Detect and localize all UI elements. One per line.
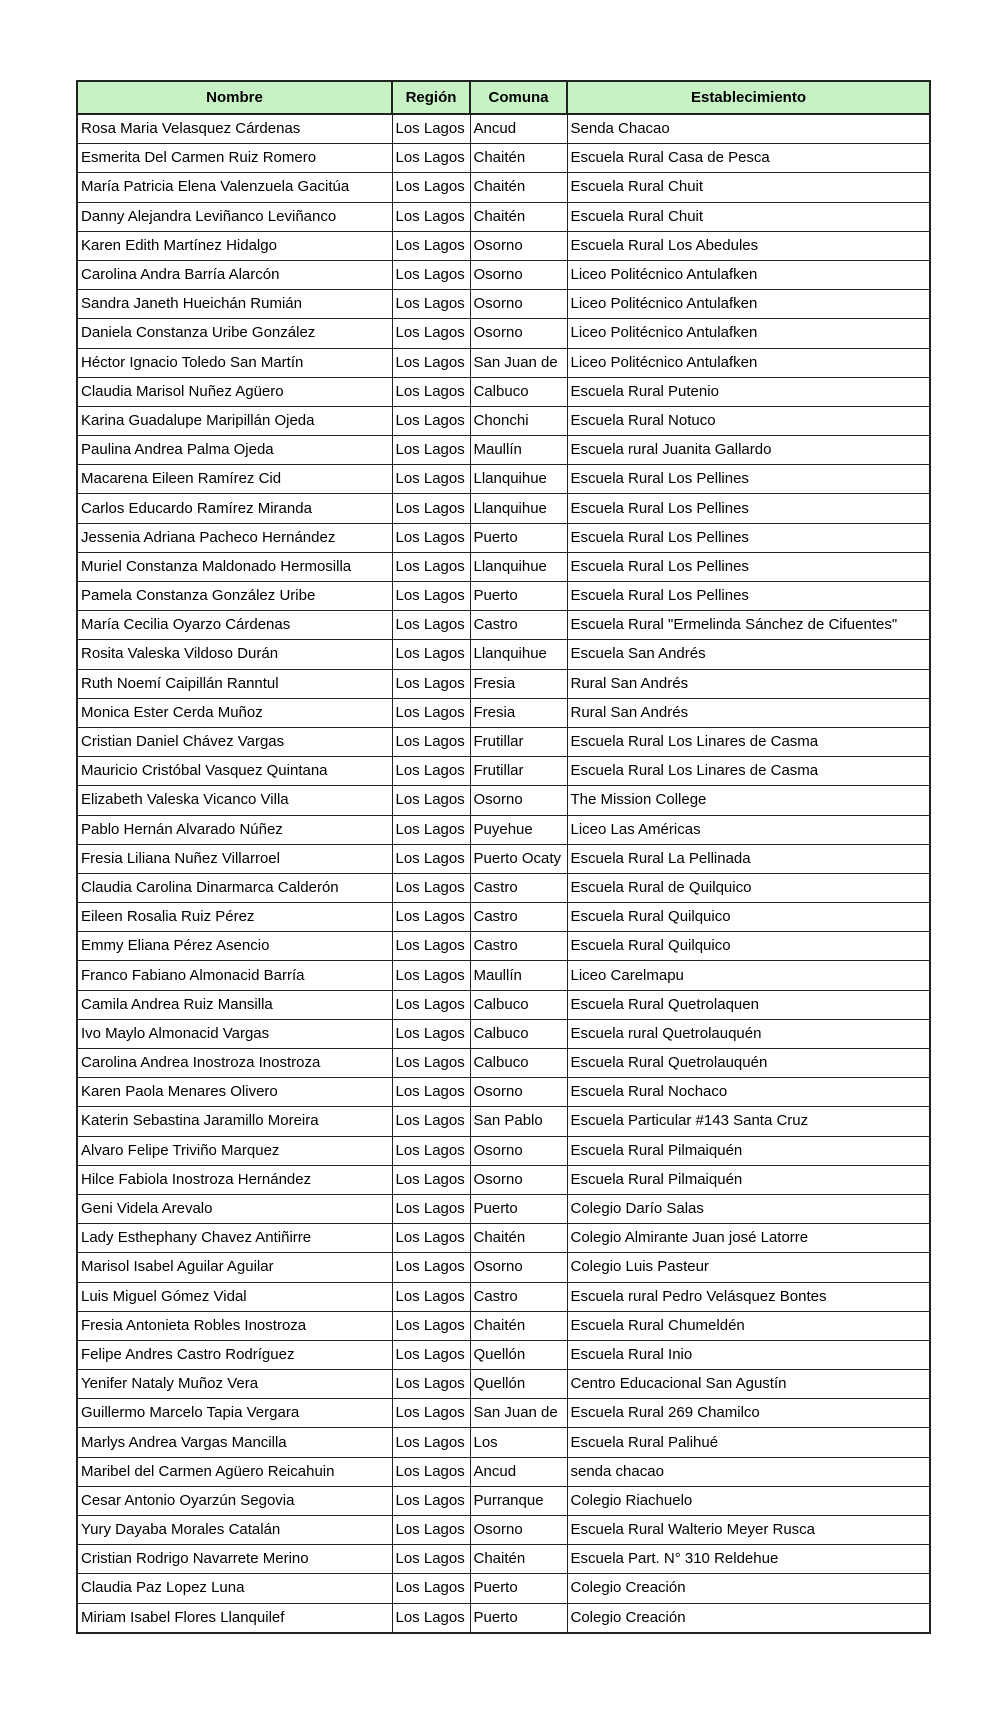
cell-region: Los Lagos [392,640,470,669]
cell-nombre: Pamela Constanza González Uribe [77,582,392,611]
cell-comuna: Puerto [470,1603,567,1633]
cell-establecimiento: Liceo Politécnico Antulafken [567,348,930,377]
cell-region: Los Lagos [392,552,470,581]
table-row [77,1224,930,1253]
cell-region: Los Lagos [392,1340,470,1369]
cell-comuna: Chonchi [470,406,567,435]
table-row [77,436,930,465]
cell-nombre: Fresia Antonieta Robles Inostroza [77,1311,392,1340]
cell-comuna: Maullín [470,961,567,990]
cell-establecimiento: Colegio Almirante Juan josé Latorre [567,1224,930,1253]
cell-nombre: Claudia Marisol Nuñez Agüero [77,377,392,406]
table-row [77,494,930,523]
cell-establecimiento: Escuela Rural Chuit [567,202,930,231]
table-row [77,1545,930,1574]
cell-region: Los Lagos [392,873,470,902]
cell-establecimiento: Colegio Creación [567,1574,930,1603]
cell-comuna: Puerto [470,582,567,611]
cell-establecimiento: Senda Chacao [567,114,930,144]
cell-nombre: Carolina Andra Barría Alarcón [77,260,392,289]
table-row [77,231,930,260]
table-row [77,1516,930,1545]
header-comuna: Comuna [470,81,567,114]
cell-region: Los Lagos [392,1370,470,1399]
cell-comuna: Osorno [470,290,567,319]
table-row [77,1311,930,1340]
cell-establecimiento: Escuela Rural Notuco [567,406,930,435]
cell-comuna: Ancud [470,1457,567,1486]
cell-comuna: Osorno [470,231,567,260]
table-row [77,319,930,348]
cell-nombre: Emmy Eliana Pérez Asencio [77,932,392,961]
cell-nombre: Luis Miguel Gómez Vidal [77,1282,392,1311]
table-row [77,1049,930,1078]
cell-establecimiento: Escuela rural Juanita Gallardo [567,436,930,465]
cell-comuna: Fresia [470,698,567,727]
cell-establecimiento: Colegio Creación [567,1603,930,1633]
cell-comuna: Llanquihue [470,494,567,523]
cell-establecimiento: Escuela Rural Inio [567,1340,930,1369]
cell-nombre: Mauricio Cristóbal Vasquez Quintana [77,757,392,786]
cell-establecimiento: Escuela Rural "Ermelinda Sánchez de Cifuentes" [567,611,930,640]
cell-comuna: Castro [470,611,567,640]
cell-nombre: María Cecilia Oyarzo Cárdenas [77,611,392,640]
cell-region: Los Lagos [392,961,470,990]
cell-nombre: Karen Paola Menares Olivero [77,1078,392,1107]
cell-region: Los Lagos [392,260,470,289]
cell-region: Los Lagos [392,932,470,961]
table-row [77,698,930,727]
cell-comuna: San Juan de [470,348,567,377]
table-row [77,1574,930,1603]
cell-establecimiento: Escuela Rural Pilmaiquén [567,1165,930,1194]
cell-nombre: Eileen Rosalia Ruiz Pérez [77,903,392,932]
table-row [77,757,930,786]
cell-establecimiento: Liceo Politécnico Antulafken [567,319,930,348]
cell-nombre: Claudia Paz Lopez Luna [77,1574,392,1603]
cell-nombre: María Patricia Elena Valenzuela Gacitúa [77,173,392,202]
cell-comuna: Puerto Ocaty [470,844,567,873]
table-row [77,990,930,1019]
cell-nombre: Hilce Fabiola Inostroza Hernández [77,1165,392,1194]
cell-nombre: Camila Andrea Ruiz Mansilla [77,990,392,1019]
cell-comuna: Calbuco [470,377,567,406]
cell-nombre: Miriam Isabel Flores Llanquilef [77,1603,392,1633]
cell-region: Los Lagos [392,1516,470,1545]
header-row [77,81,930,114]
table-row [77,1282,930,1311]
cell-establecimiento: Escuela Rural Los Linares de Casma [567,757,930,786]
cell-region: Los Lagos [392,290,470,319]
cell-region: Los Lagos [392,757,470,786]
cell-nombre: Katerin Sebastina Jaramillo Moreira [77,1107,392,1136]
cell-region: Los Lagos [392,1311,470,1340]
cell-comuna: Frutillar [470,727,567,756]
table-row [77,377,930,406]
cell-comuna: Chaitén [470,173,567,202]
cell-establecimiento: Escuela Rural Los Pellines [567,582,930,611]
cell-establecimiento: Escuela Rural Los Linares de Casma [567,727,930,756]
cell-region: Los Lagos [392,844,470,873]
cell-nombre: Rosa Maria Velasquez Cárdenas [77,114,392,144]
cell-region: Los Lagos [392,1282,470,1311]
cell-region: Los Lagos [392,173,470,202]
cell-nombre: Héctor Ignacio Toledo San Martín [77,348,392,377]
cell-establecimiento: Escuela Rural de Quilquico [567,873,930,902]
cell-comuna: Puerto [470,1194,567,1223]
cell-nombre: Maribel del Carmen Agüero Reicahuin [77,1457,392,1486]
table-row [77,932,930,961]
cell-establecimiento: The Mission College [567,786,930,815]
cell-establecimiento: senda chacao [567,1457,930,1486]
cell-region: Los Lagos [392,786,470,815]
cell-comuna: Los [470,1428,567,1457]
cell-comuna: Calbuco [470,990,567,1019]
cell-nombre: Jessenia Adriana Pacheco Hernández [77,523,392,552]
cell-nombre: Lady Esthephany Chavez Antiñirre [77,1224,392,1253]
table-row [77,961,930,990]
cell-region: Los Lagos [392,465,470,494]
cell-establecimiento: Escuela rural Quetrolauquén [567,1019,930,1048]
cell-nombre: Claudia Carolina Dinarmarca Calderón [77,873,392,902]
header-establecimiento: Establecimiento [567,81,930,114]
cell-establecimiento: Rural San Andrés [567,698,930,727]
cell-region: Los Lagos [392,114,470,144]
cell-nombre: Carlos Educardo Ramírez Miranda [77,494,392,523]
cell-establecimiento: Escuela Rural Los Pellines [567,552,930,581]
cell-nombre: Marisol Isabel Aguilar Aguilar [77,1253,392,1282]
table-row [77,786,930,815]
table-row [77,873,930,902]
cell-region: Los Lagos [392,903,470,932]
cell-region: Los Lagos [392,1136,470,1165]
cell-nombre: Pablo Hernán Alvarado Núñez [77,815,392,844]
cell-establecimiento: Escuela Rural Walterio Meyer Rusca [567,1516,930,1545]
cell-establecimiento: Liceo Las Américas [567,815,930,844]
cell-establecimiento: Escuela Rural Los Pellines [567,465,930,494]
cell-comuna: San Juan de [470,1399,567,1428]
cell-nombre: Paulina Andrea Palma Ojeda [77,436,392,465]
cell-region: Los Lagos [392,1049,470,1078]
cell-comuna: Chaitén [470,1311,567,1340]
cell-region: Los Lagos [392,1457,470,1486]
cell-region: Los Lagos [392,202,470,231]
table-row [77,640,930,669]
cell-comuna: Castro [470,1282,567,1311]
table-row [77,669,930,698]
cell-nombre: Ruth Noemí Caipillán Ranntul [77,669,392,698]
table-row [77,1019,930,1048]
table-row [77,903,930,932]
cell-establecimiento: Escuela Rural Quilquico [567,932,930,961]
table-row [77,202,930,231]
header-nombre: Nombre [77,81,392,114]
cell-nombre: Elizabeth Valeska Vicanco Villa [77,786,392,815]
cell-nombre: Fresia Liliana Nuñez Villarroel [77,844,392,873]
table-row [77,1340,930,1369]
cell-region: Los Lagos [392,990,470,1019]
cell-comuna: Llanquihue [470,552,567,581]
cell-nombre: Rosita Valeska Vildoso Durán [77,640,392,669]
cell-region: Los Lagos [392,494,470,523]
cell-nombre: Esmerita Del Carmen Ruiz Romero [77,144,392,173]
cell-region: Los Lagos [392,669,470,698]
cell-establecimiento: Escuela Part. N° 310 Reldehue [567,1545,930,1574]
cell-comuna: Fresia [470,669,567,698]
table-row [77,844,930,873]
cell-region: Los Lagos [392,1603,470,1633]
cell-nombre: Karina Guadalupe Maripillán Ojeda [77,406,392,435]
cell-nombre: Cesar Antonio Oyarzún Segovia [77,1486,392,1515]
table-row [77,260,930,289]
cell-nombre: Marlys Andrea Vargas Mancilla [77,1428,392,1457]
cell-comuna: Quellón [470,1340,567,1369]
table-row [77,1253,930,1282]
spreadsheet-page [76,80,929,1634]
table-row [77,1107,930,1136]
table-row [77,114,930,144]
cell-nombre: Monica Ester Cerda Muñoz [77,698,392,727]
cell-establecimiento: Colegio Luis Pasteur [567,1253,930,1282]
cell-region: Los Lagos [392,1486,470,1515]
cell-comuna: Quellón [470,1370,567,1399]
cell-establecimiento: Escuela Rural Quetrolaquen [567,990,930,1019]
table-row [77,290,930,319]
cell-comuna: Ancud [470,114,567,144]
cell-nombre: Felipe Andres Castro Rodríguez [77,1340,392,1369]
cell-comuna: Calbuco [470,1049,567,1078]
cell-region: Los Lagos [392,1165,470,1194]
cell-establecimiento: Escuela Particular #143 Santa Cruz [567,1107,930,1136]
cell-establecimiento: Centro Educacional San Agustín [567,1370,930,1399]
table-row [77,1486,930,1515]
cell-establecimiento: Escuela Rural Nochaco [567,1078,930,1107]
cell-comuna: Castro [470,873,567,902]
cell-establecimiento: Escuela Rural La Pellinada [567,844,930,873]
cell-nombre: Sandra Janeth Hueichán Rumián [77,290,392,319]
cell-nombre: Alvaro Felipe Triviño Marquez [77,1136,392,1165]
cell-establecimiento: Escuela Rural Pilmaiquén [567,1136,930,1165]
cell-comuna: Chaitén [470,144,567,173]
cell-region: Los Lagos [392,406,470,435]
cell-region: Los Lagos [392,436,470,465]
table-row [77,727,930,756]
cell-establecimiento: Colegio Darío Salas [567,1194,930,1223]
cell-region: Los Lagos [392,144,470,173]
table-row [77,1428,930,1457]
table-row [77,173,930,202]
participants-table [76,80,931,1634]
cell-nombre: Yenifer Nataly Muñoz Vera [77,1370,392,1399]
cell-region: Los Lagos [392,1253,470,1282]
table-row [77,406,930,435]
cell-establecimiento: Escuela rural Pedro Velásquez Bontes [567,1282,930,1311]
cell-nombre: Karen Edith Martínez Hidalgo [77,231,392,260]
cell-comuna: Puerto [470,523,567,552]
table-row [77,1165,930,1194]
table-body [77,114,930,1633]
cell-region: Los Lagos [392,523,470,552]
cell-region: Los Lagos [392,1224,470,1253]
cell-nombre: Carolina Andrea Inostroza Inostroza [77,1049,392,1078]
table-row [77,348,930,377]
cell-comuna: Osorno [470,319,567,348]
cell-comuna: Osorno [470,1078,567,1107]
cell-establecimiento: Escuela Rural Putenio [567,377,930,406]
table-row [77,1399,930,1428]
cell-region: Los Lagos [392,1574,470,1603]
cell-nombre: Cristian Rodrigo Navarrete Merino [77,1545,392,1574]
cell-comuna: Chaitén [470,1545,567,1574]
cell-region: Los Lagos [392,377,470,406]
cell-establecimiento: Escuela Rural Quilquico [567,903,930,932]
table-row [77,552,930,581]
cell-comuna: San Pablo [470,1107,567,1136]
cell-nombre: Muriel Constanza Maldonado Hermosilla [77,552,392,581]
cell-comuna: Osorno [470,786,567,815]
table-row [77,465,930,494]
cell-establecimiento: Rural San Andrés [567,669,930,698]
cell-region: Los Lagos [392,815,470,844]
cell-region: Los Lagos [392,319,470,348]
cell-establecimiento: Escuela Rural Quetrolauquén [567,1049,930,1078]
table-row [77,1370,930,1399]
cell-establecimiento: Escuela Rural Chuit [567,173,930,202]
cell-region: Los Lagos [392,1399,470,1428]
table-row [77,144,930,173]
cell-establecimiento: Liceo Carelmapu [567,961,930,990]
cell-region: Los Lagos [392,611,470,640]
cell-nombre: Ivo Maylo Almonacid Vargas [77,1019,392,1048]
table-row [77,1194,930,1223]
cell-region: Los Lagos [392,1545,470,1574]
cell-establecimiento: Escuela Rural 269 Chamilco [567,1399,930,1428]
cell-nombre: Yury Dayaba Morales Catalán [77,1516,392,1545]
cell-nombre: Franco Fabiano Almonacid Barría [77,961,392,990]
cell-comuna: Calbuco [470,1019,567,1048]
cell-comuna: Osorno [470,1165,567,1194]
table-row [77,582,930,611]
cell-comuna: Osorno [470,1516,567,1545]
cell-comuna: Chaitén [470,202,567,231]
cell-region: Los Lagos [392,698,470,727]
cell-nombre: Cristian Daniel Chávez Vargas [77,727,392,756]
cell-comuna: Puyehue [470,815,567,844]
cell-nombre: Guillermo Marcelo Tapia Vergara [77,1399,392,1428]
cell-nombre: Daniela Constanza Uribe González [77,319,392,348]
cell-establecimiento: Liceo Politécnico Antulafken [567,290,930,319]
cell-region: Los Lagos [392,1194,470,1223]
cell-establecimiento: Escuela Rural Palihué [567,1428,930,1457]
cell-region: Los Lagos [392,582,470,611]
cell-comuna: Osorno [470,1136,567,1165]
cell-nombre: Danny Alejandra Leviñanco Leviñanco [77,202,392,231]
cell-comuna: Maullín [470,436,567,465]
table-row [77,1457,930,1486]
table-row [77,523,930,552]
cell-comuna: Castro [470,903,567,932]
cell-region: Los Lagos [392,1428,470,1457]
cell-establecimiento: Escuela Rural Casa de Pesca [567,144,930,173]
cell-nombre: Macarena Eileen Ramírez Cid [77,465,392,494]
cell-region: Los Lagos [392,1019,470,1048]
cell-comuna: Castro [470,932,567,961]
cell-establecimiento: Escuela Rural Los Abedules [567,231,930,260]
cell-establecimiento: Escuela San Andrés [567,640,930,669]
table-row [77,611,930,640]
cell-comuna: Osorno [470,1253,567,1282]
table-row [77,815,930,844]
cell-comuna: Frutillar [470,757,567,786]
cell-region: Los Lagos [392,231,470,260]
cell-region: Los Lagos [392,1078,470,1107]
cell-region: Los Lagos [392,1107,470,1136]
cell-comuna: Osorno [470,260,567,289]
cell-comuna: Chaitén [470,1224,567,1253]
cell-establecimiento: Escuela Rural Los Pellines [567,494,930,523]
cell-nombre: Geni Videla Arevalo [77,1194,392,1223]
cell-region: Los Lagos [392,727,470,756]
header-region: Región [392,81,470,114]
cell-establecimiento: Escuela Rural Los Pellines [567,523,930,552]
table-row [77,1603,930,1633]
cell-comuna: Puerto [470,1574,567,1603]
cell-establecimiento: Escuela Rural Chumeldén [567,1311,930,1340]
cell-comuna: Llanquihue [470,640,567,669]
cell-region: Los Lagos [392,348,470,377]
cell-establecimiento: Liceo Politécnico Antulafken [567,260,930,289]
cell-establecimiento: Colegio Riachuelo [567,1486,930,1515]
table-row [77,1078,930,1107]
table-row [77,1136,930,1165]
cell-comuna: Llanquihue [470,465,567,494]
cell-comuna: Purranque [470,1486,567,1515]
